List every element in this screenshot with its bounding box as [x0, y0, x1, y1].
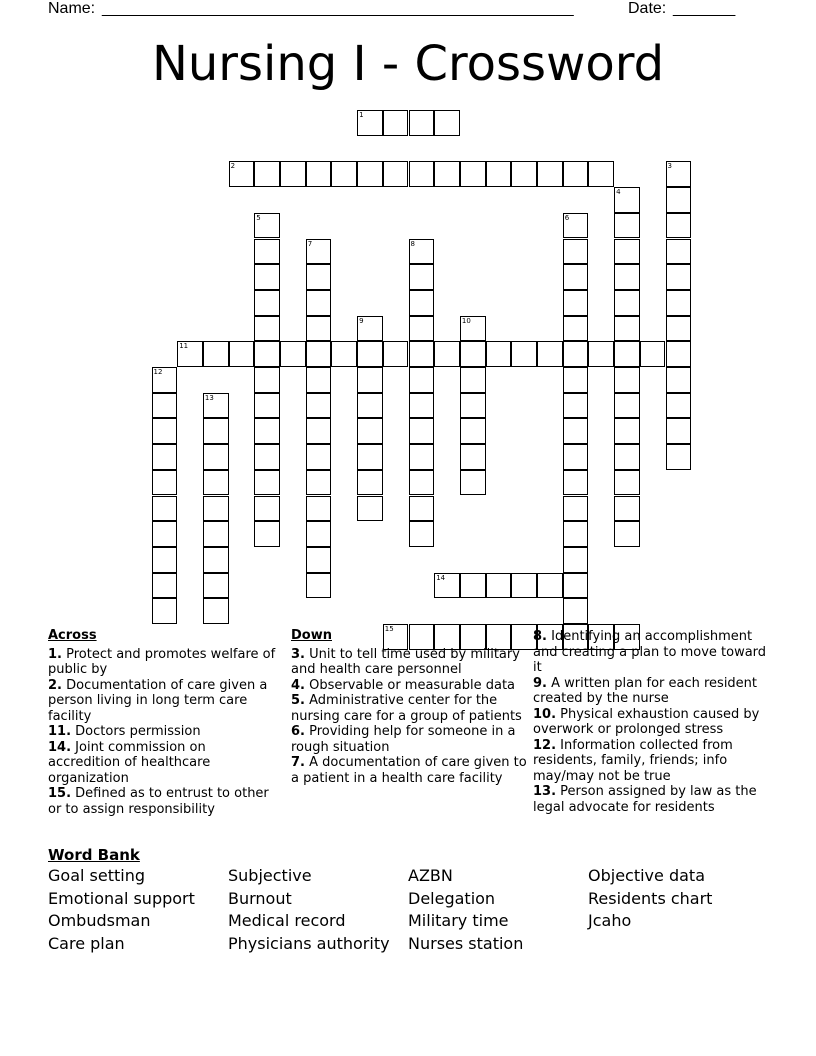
grid-cell[interactable]	[460, 418, 486, 444]
grid-cell[interactable]	[563, 470, 589, 496]
grid-cell[interactable]	[357, 393, 383, 419]
clue-number: 2.	[48, 677, 62, 693]
grid-cell[interactable]	[409, 239, 435, 265]
grid-cell[interactable]	[331, 161, 357, 187]
grid-cell[interactable]	[640, 341, 666, 367]
grid-cell[interactable]	[666, 290, 692, 316]
grid-cell[interactable]	[563, 521, 589, 547]
clue-item	[291, 693, 527, 724]
grid-cell[interactable]	[306, 341, 332, 367]
grid-cell[interactable]	[434, 341, 460, 367]
grid-cell[interactable]	[409, 496, 435, 522]
grid-cell[interactable]	[280, 341, 306, 367]
grid-cell[interactable]	[409, 393, 435, 419]
grid-cell[interactable]	[152, 470, 178, 496]
grid-cell[interactable]	[563, 316, 589, 342]
grid-cell[interactable]	[563, 290, 589, 316]
grid-cell[interactable]	[203, 496, 229, 522]
down-heading: Down	[291, 628, 332, 643]
clue-number: 2	[230, 162, 236, 171]
grid-cell[interactable]	[614, 393, 640, 419]
grid-cell[interactable]	[357, 444, 383, 470]
clue-text: Providing help for someone in a rough situation	[291, 724, 516, 755]
clue-text: A documentation of care given to a patient in a health care facility	[291, 755, 527, 786]
grid-cell[interactable]	[254, 470, 280, 496]
clue-text: Unit to tell time used by military and health care personnel	[291, 646, 520, 677]
grid-cell[interactable]	[409, 418, 435, 444]
clue-number: 3	[667, 162, 672, 171]
grid-cell[interactable]	[203, 393, 229, 419]
grid-cell[interactable]	[666, 239, 692, 265]
clue-text: Protect and promotes welfare of public by	[48, 646, 276, 677]
grid-cell[interactable]	[203, 598, 229, 624]
grid-cell[interactable]	[666, 213, 692, 239]
grid-cell[interactable]	[537, 573, 563, 599]
grid-cell[interactable]	[666, 161, 692, 187]
clue-text: Observable or measurable data	[304, 677, 516, 693]
clue-text: Documentation of care given a person living in long term care facility	[48, 677, 268, 724]
clue-number: 4	[616, 188, 621, 197]
grid-cell[interactable]	[614, 213, 640, 239]
grid-cell[interactable]	[254, 239, 280, 265]
grid-cell[interactable]	[409, 521, 435, 547]
grid-cell[interactable]	[460, 341, 486, 367]
grid-cell[interactable]	[409, 161, 435, 187]
word-bank-item: Nurses station	[408, 934, 524, 954]
clue-text: Defined as to entrust to other or to assign responsibility	[48, 786, 269, 817]
clue-number: 4.	[291, 677, 305, 693]
clue-text: Person assigned by law as the legal advocate for residents	[533, 784, 757, 815]
grid-cell[interactable]	[254, 521, 280, 547]
grid-cell[interactable]	[254, 316, 280, 342]
grid-cell[interactable]	[666, 444, 692, 470]
grid-cell[interactable]	[511, 161, 537, 187]
grid-cell[interactable]	[331, 341, 357, 367]
clue-item	[291, 678, 527, 694]
clue-number: 15	[384, 625, 394, 633]
word-bank-item: Objective data	[588, 866, 705, 885]
clue-item	[48, 786, 278, 817]
clue-number: 3.	[291, 646, 305, 662]
grid-cell[interactable]	[306, 418, 332, 444]
grid-cell[interactable]	[254, 393, 280, 419]
word-bank-title: Word Bank	[48, 846, 140, 864]
grid-cell[interactable]	[614, 496, 640, 522]
clue-item	[533, 738, 773, 785]
grid-cell[interactable]	[306, 393, 332, 419]
grid-cell[interactable]	[409, 316, 435, 342]
grid-cell[interactable]	[306, 367, 332, 393]
clue-number: 6.	[291, 724, 305, 739]
grid-cell[interactable]	[152, 521, 178, 547]
grid-cell[interactable]	[357, 341, 383, 367]
grid-cell[interactable]	[254, 290, 280, 316]
grid-cell[interactable]	[357, 161, 383, 187]
grid-cell[interactable]	[357, 496, 383, 522]
grid-cell[interactable]	[460, 444, 486, 470]
grid-cell[interactable]	[254, 213, 280, 239]
grid-cell[interactable]	[563, 367, 589, 393]
grid-cell[interactable]	[357, 316, 383, 342]
grid-cell[interactable]	[614, 341, 640, 367]
clue-item	[48, 724, 278, 740]
grid-cell[interactable]	[254, 444, 280, 470]
grid-cell[interactable]	[537, 161, 563, 187]
grid-cell[interactable]	[460, 573, 486, 599]
grid-cell[interactable]	[614, 418, 640, 444]
grid-cell[interactable]	[177, 341, 203, 367]
grid-cell[interactable]	[537, 341, 563, 367]
word-bank-item: Medical record	[228, 911, 346, 931]
grid-cell[interactable]	[614, 187, 640, 213]
grid-cell[interactable]	[588, 161, 614, 187]
word-bank	[48, 846, 788, 966]
grid-cell[interactable]	[306, 444, 332, 470]
grid-cell[interactable]	[460, 367, 486, 393]
clue-number: 1	[359, 111, 364, 119]
grid-cell[interactable]	[563, 573, 589, 599]
grid-cell[interactable]	[434, 161, 460, 187]
grid-cell[interactable]	[306, 239, 332, 265]
grid-cell[interactable]	[152, 418, 178, 444]
grid-cell[interactable]	[254, 264, 280, 290]
grid-cell[interactable]	[563, 393, 589, 419]
grid-cell[interactable]	[563, 444, 589, 470]
clue-number: 12.	[533, 737, 557, 753]
clue-item	[48, 678, 278, 725]
grid-cell[interactable]	[563, 213, 589, 239]
clue-number: 12	[153, 368, 163, 376]
grid-cell[interactable]	[511, 573, 537, 599]
clue-text: Joint commission on accredition of healthcare organization	[48, 739, 211, 786]
clue-item	[48, 740, 278, 787]
grid-cell[interactable]	[588, 341, 614, 367]
word-bank-item: Ombudsman	[48, 911, 151, 931]
grid-cell[interactable]	[203, 341, 229, 367]
grid-cell[interactable]	[460, 161, 486, 187]
word-bank-item: Emotional support	[48, 888, 195, 908]
word-bank-item: Residents chart	[588, 888, 713, 908]
clue-number: 9	[359, 316, 364, 325]
down-clues-continued	[533, 629, 773, 815]
grid-cell[interactable]	[152, 496, 178, 522]
grid-cell[interactable]	[229, 161, 255, 187]
clue-item	[533, 676, 773, 707]
clue-item	[291, 647, 527, 678]
grid-cell[interactable]	[614, 316, 640, 342]
grid-cell[interactable]	[614, 264, 640, 290]
grid-cell[interactable]	[666, 367, 692, 393]
clues-section	[0, 625, 816, 838]
grid-cell[interactable]	[203, 547, 229, 573]
grid-cell[interactable]	[306, 521, 332, 547]
grid-cell[interactable]	[563, 598, 589, 624]
grid-cell[interactable]	[306, 264, 332, 290]
grid-cell[interactable]	[203, 521, 229, 547]
word-bank-item: Goal setting	[48, 866, 145, 885]
grid-cell[interactable]	[152, 573, 178, 599]
grid-cell[interactable]	[563, 264, 589, 290]
grid-cell[interactable]	[666, 187, 692, 213]
clue-item	[48, 647, 278, 678]
grid-cell[interactable]	[254, 341, 280, 367]
grid-cell[interactable]	[383, 161, 409, 187]
grid-cell[interactable]	[511, 341, 537, 367]
grid-cell[interactable]	[666, 341, 692, 367]
clue-number: 13.	[533, 784, 557, 799]
page-title: Nursing I - Crossword	[151, 36, 665, 92]
word-bank-item: Subjective	[228, 866, 312, 885]
grid-cell[interactable]	[306, 470, 332, 496]
word-bank-item: Delegation	[408, 888, 496, 908]
word-bank-item: Burnout	[228, 888, 292, 908]
word-bank-item: Care plan	[48, 934, 125, 954]
grid-cell[interactable]	[409, 341, 435, 367]
grid-cell[interactable]	[383, 341, 409, 367]
grid-cell[interactable]	[409, 110, 435, 136]
clue-number: 7.	[291, 755, 305, 770]
word-bank-item: AZBN	[408, 866, 453, 885]
grid-cell[interactable]	[460, 470, 486, 496]
grid-cell[interactable]	[306, 496, 332, 522]
clue-item	[533, 629, 773, 676]
grid-cell[interactable]	[666, 418, 692, 444]
grid-cell[interactable]	[357, 470, 383, 496]
grid-cell[interactable]	[486, 161, 512, 187]
grid-cell[interactable]	[280, 161, 306, 187]
clue-number: 6	[564, 213, 570, 222]
name-field[interactable]: _____________________________________________________	[102, 0, 574, 17]
grid-cell[interactable]	[229, 341, 255, 367]
grid-cell[interactable]	[254, 367, 280, 393]
grid-cell[interactable]	[434, 573, 460, 599]
grid-cell[interactable]	[203, 470, 229, 496]
name-label: Name:	[48, 0, 96, 17]
clue-number: 9.	[533, 675, 547, 691]
clue-text: Information collected from residents, family, friends; info may/may not be true	[533, 737, 733, 784]
grid-cell[interactable]	[563, 161, 589, 187]
clue-number: 5	[256, 213, 261, 222]
grid-cell[interactable]	[614, 367, 640, 393]
grid-cell[interactable]	[203, 573, 229, 599]
grid-cell[interactable]	[666, 393, 692, 419]
date-field[interactable]: _______	[673, 0, 736, 17]
grid-cell[interactable]	[306, 290, 332, 316]
grid-cell[interactable]	[254, 418, 280, 444]
clue-number: 10	[461, 316, 471, 325]
grid-cell[interactable]	[254, 161, 280, 187]
down-clues	[291, 625, 527, 786]
grid-cell[interactable]	[383, 110, 409, 136]
grid-cell[interactable]	[486, 341, 512, 367]
grid-cell[interactable]	[434, 110, 460, 136]
clue-item	[291, 724, 527, 755]
grid-cell[interactable]	[409, 444, 435, 470]
grid-cell[interactable]	[203, 444, 229, 470]
grid-cell[interactable]	[614, 290, 640, 316]
grid-cell[interactable]	[460, 316, 486, 342]
grid-cell[interactable]	[563, 239, 589, 265]
grid-cell[interactable]	[306, 316, 332, 342]
clue-number: 7	[307, 239, 313, 248]
across-heading: Across	[48, 628, 97, 643]
grid-cell[interactable]	[666, 264, 692, 290]
clue-text: Administrative center for the nursing care for a group of patients	[291, 693, 522, 724]
grid-cell[interactable]	[203, 418, 229, 444]
grid-cell[interactable]	[152, 393, 178, 419]
grid-cell[interactable]	[409, 367, 435, 393]
clue-text: Physical exhaustion caused by overwork or prolonged stress	[533, 706, 760, 737]
grid-cell[interactable]	[563, 496, 589, 522]
grid-cell[interactable]	[152, 547, 178, 573]
clue-number: 15.	[48, 786, 72, 801]
grid-cell[interactable]	[306, 161, 332, 187]
grid-cell[interactable]	[409, 470, 435, 496]
clue-text: A written plan for each resident created by the nurse	[533, 675, 758, 706]
grid-cell[interactable]	[306, 547, 332, 573]
grid-cell[interactable]	[306, 573, 332, 599]
date-label: Date:	[628, 0, 667, 17]
word-bank-item: Jcaho	[588, 911, 632, 931]
clue-number: 11.	[48, 724, 72, 739]
grid-cell[interactable]	[563, 341, 589, 367]
clue-item	[533, 707, 773, 738]
grid-cell[interactable]	[152, 367, 178, 393]
word-bank-item: Physicians authority	[228, 934, 390, 954]
grid-cell[interactable]	[486, 573, 512, 599]
across-clues	[48, 628, 278, 817]
grid-cell[interactable]	[152, 444, 178, 470]
grid-cell[interactable]	[357, 367, 383, 393]
clue-number: 5.	[291, 693, 305, 708]
grid-cell[interactable]	[409, 264, 435, 290]
grid-cell[interactable]	[614, 470, 640, 496]
grid-cell[interactable]	[254, 496, 280, 522]
clue-item	[291, 755, 527, 786]
clue-number: 13	[204, 393, 214, 402]
word-bank-item: Military time	[408, 911, 509, 931]
grid-cell[interactable]	[563, 418, 589, 444]
clue-item	[533, 784, 773, 815]
grid-cell[interactable]	[357, 110, 383, 136]
clue-number: 1.	[48, 646, 62, 662]
clue-number: 10.	[533, 706, 557, 722]
grid-cell[interactable]	[152, 598, 178, 624]
grid-cell[interactable]	[357, 418, 383, 444]
grid-cell[interactable]	[666, 316, 692, 342]
grid-cell[interactable]	[460, 393, 486, 419]
clue-text: Doctors permission	[71, 724, 201, 739]
clue-number: 8.	[533, 629, 547, 644]
clue-number: 14	[436, 573, 446, 582]
grid-cell[interactable]	[614, 521, 640, 547]
clue-text: Identifying an accomplishment and creating a plan to move toward it	[533, 629, 767, 675]
grid-cell[interactable]	[614, 444, 640, 470]
clue-number: 11	[179, 342, 189, 351]
grid-cell[interactable]	[409, 290, 435, 316]
grid-cell[interactable]	[563, 547, 589, 573]
clue-number: 8	[410, 239, 415, 248]
grid-cell[interactable]	[614, 239, 640, 265]
clue-number: 14.	[48, 739, 72, 755]
